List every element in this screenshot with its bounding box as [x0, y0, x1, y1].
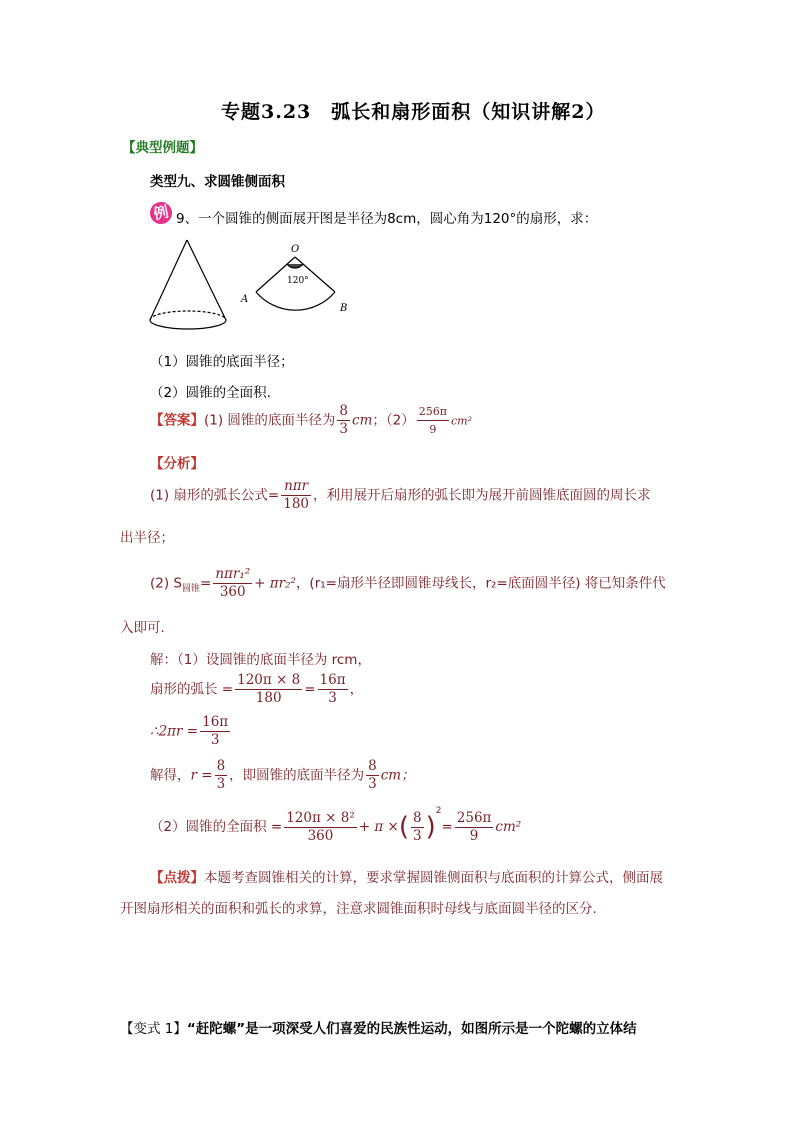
label-o: O: [291, 244, 300, 255]
answer-tag: 【答案】: [150, 412, 204, 429]
tip-l1: 本题考查圆锥相关的计算，要求掌握圆锥侧面积与底面积的计算公式，侧面展: [204, 870, 663, 886]
solution-s5-rparen: ): [425, 812, 436, 842]
solution-line-5: [150, 806, 521, 845]
solution-s4-a: 解得，: [150, 767, 191, 784]
analysis-l1-b: ，利用展开后扇形的弧长即为展开前圆锥底面圆的周长求: [313, 487, 651, 504]
solution-s2-end: ，: [349, 681, 364, 698]
cone-figure: [146, 236, 386, 336]
solution-s4-c: cm；: [380, 767, 415, 784]
type-heading: 类型九、求圆锥侧面积: [150, 174, 285, 190]
solution-s2-eq: =: [304, 681, 316, 698]
solution-s5-lparen: (: [398, 812, 409, 842]
solution-line-3: [150, 714, 232, 749]
solution-s5-eq: =: [441, 819, 453, 835]
solution-s4-b: ，即圆锥的底面半径为: [229, 767, 365, 784]
solution-s4-r: r =: [190, 767, 213, 784]
answer-line: [150, 403, 472, 438]
tip-line-1: [150, 866, 663, 886]
solution-s2-a: 扇形的弧长 =: [150, 681, 234, 698]
page-title: 专题3.23 弧长和扇形面积（知识讲解2）: [221, 101, 606, 123]
variant-text: “赶陀螺”是一项深受人们喜爱的民族性运动，如图所示是一个陀螺的立体结: [186, 1021, 637, 1037]
answer-frac1: $\frac{8}{3}$: [339, 403, 349, 437]
solution-s4-frac2: $\frac{8}{3}$: [368, 758, 377, 792]
answer-sep: ；（2）: [372, 412, 415, 429]
analysis-line-4: 入即可.: [120, 620, 165, 636]
solution-s4-frac1: $\frac{8}{3}$: [216, 758, 226, 792]
solution-s3-frac: $\frac{16\pi}{3}$: [202, 714, 229, 748]
cone-drawing: [150, 240, 226, 329]
analysis-line-1: [150, 478, 651, 513]
tip-tag: 【点拨】: [150, 870, 204, 886]
solution-s2-frac1: $\frac{120\pi \times 8}{180}$: [237, 672, 301, 706]
variant-line: [120, 1017, 637, 1037]
tip-line-2: 开图扇形相关的面积和弧长的求算，注意求圆锥面积时母线与底面圆半径的区分.: [120, 901, 597, 917]
answer-unit-cm: cm: [352, 412, 373, 429]
example-problem: 9、一个圆锥的侧面展开图是半径为8cm，圆心角为120°的扇形，求：: [176, 211, 598, 227]
analysis-l3-sub: 圆锥: [181, 584, 200, 595]
label-angle: 120°: [287, 276, 309, 286]
solution-s3-a: ∴2πr =: [150, 723, 199, 740]
solution-s5-a: （2）圆锥的全面积 =: [150, 819, 283, 835]
solution-s5-frac2: $\frac{256\pi}{9}$: [456, 809, 492, 844]
analysis-line-3: [150, 566, 666, 601]
solution-line-1: 解：（1）设圆锥的底面半径为 rcm，: [150, 652, 371, 668]
answer-unit-cm2: cm²: [450, 414, 472, 428]
solution-s5-frac1: $\frac{\text{120π × 8²}}{360}$: [286, 809, 355, 844]
question-2: （2）圆锥的全面积.: [150, 385, 271, 401]
solution-s5-b: + π ×: [358, 819, 399, 835]
variant-tag: 【变式 1】: [120, 1021, 187, 1037]
answer-part1: (1) 圆锥的底面半径为: [204, 412, 336, 429]
analysis-l3-plus: + πr₂²: [254, 575, 296, 592]
analysis-frac1: $\frac{\text{nπr}}{180}$: [283, 478, 310, 512]
solution-s5-unit: cm²: [495, 819, 522, 835]
analysis-frac2: $\frac{\text{nπr₁²}}{360}$: [215, 566, 251, 600]
analysis-l3-a: (2) S: [150, 575, 182, 592]
analysis-tag: 【分析】: [150, 456, 204, 472]
label-b: B: [340, 303, 348, 314]
solution-line-4: [150, 758, 415, 793]
answer-frac2: $\frac{256\pi}{9}$: [418, 405, 447, 436]
analysis-l3-eq: =: [200, 575, 212, 592]
solution-s5-paren-frac: $\frac{8}{3}$: [412, 809, 422, 844]
question-1: （1）圆锥的底面半径；: [150, 354, 294, 370]
analysis-l1-a: (1) 扇形的弧长公式=: [150, 487, 280, 504]
section-label: 【典型例题】: [122, 140, 203, 156]
solution-line-2: [150, 672, 363, 707]
label-a: A: [241, 294, 249, 305]
solution-s2-frac2: $\frac{16\pi}{3}$: [319, 672, 346, 706]
solution-s5-exp: 2: [435, 806, 442, 816]
analysis-line-2: 出半径；: [120, 530, 174, 546]
example-badge: 例: [148, 200, 174, 226]
analysis-l3-b: ，(r₁=扇形半径即圆锥母线长，r₂=底面圆半径) 将已知条件代: [295, 575, 666, 592]
